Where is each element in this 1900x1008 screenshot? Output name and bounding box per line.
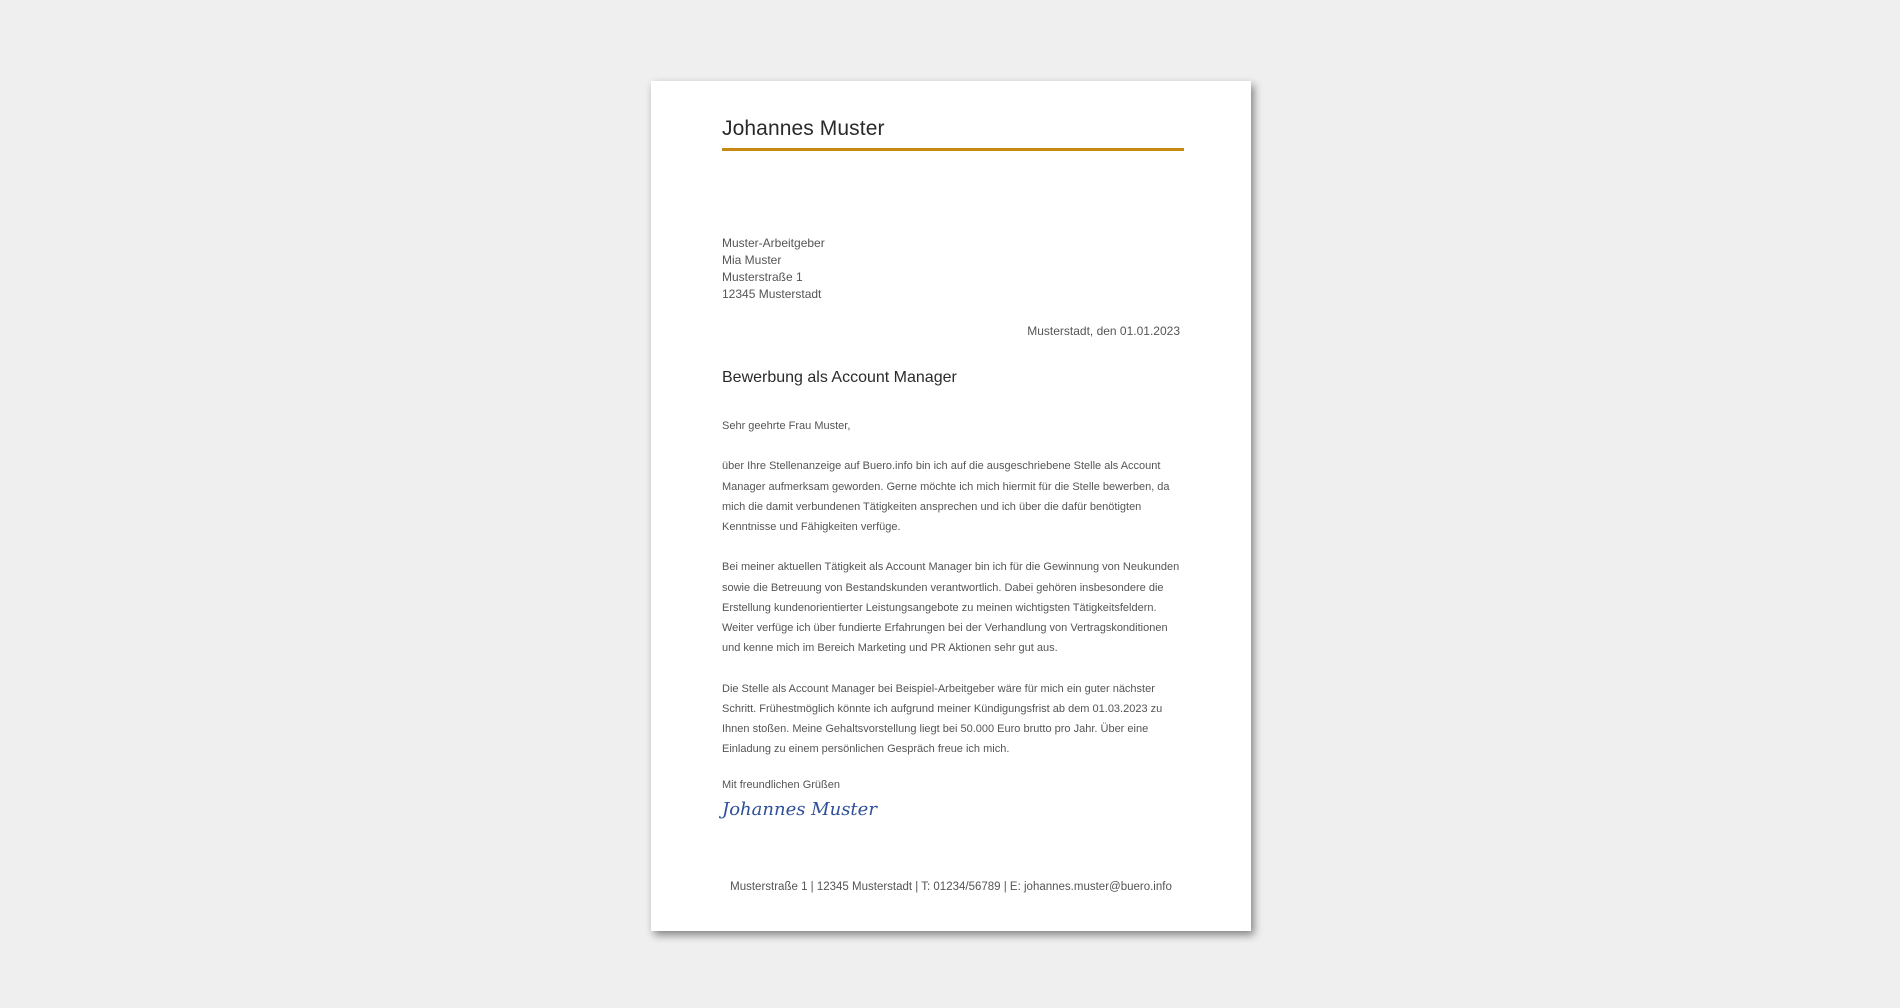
- letter-subject: Bewerbung als Account Manager: [722, 369, 957, 386]
- body-paragraph: Die Stelle als Account Manager bei Beispiel-Arbeitgeber wäre für mich ein guter nächster Schritt. Frühestmöglich könnte ich aufgrund meiner Kündigungsfrist ab dem 01.03.2023 zu Ihnen stoßen. Meine Gehaltsvorstellung liegt bei 50.000 Euro brutto pro Jahr. Über eine Einladung zu einem persönlichen Gespräch freue ich mich.: [722, 682, 1163, 756]
- letter-date: Musterstadt, den 01.01.2023: [1027, 324, 1180, 338]
- recipient-company: Muster-Arbeitgeber: [722, 236, 825, 250]
- body-paragraph: über Ihre Stellenanzeige auf Buero.info bin ich auf die ausgeschriebene Stelle als Account Manager aufmerksam geworden. Gerne möchte ich mich hiermit für die Stelle bewerben, da mich die damit verbundenen Tätigkeiten ansprechen und ich über die dafür benötigten Kenntnisse und Fähigkeiten verfüge.: [722, 460, 1170, 533]
- letter-closing: Mit freundlichen Grüßen: [722, 779, 840, 791]
- letter-footer: Musterstraße 1 | 12345 Musterstadt | T: 01234/56789 | E: johannes.muster@buero.info: [730, 881, 1172, 893]
- letter-greeting: Sehr geehrte Frau Muster,: [722, 420, 851, 432]
- handwritten-signature: Johannes Muster: [722, 799, 877, 820]
- recipient-city: 12345 Musterstadt: [722, 287, 822, 301]
- letter-page: [651, 81, 1251, 931]
- recipient-contact: Mia Muster: [722, 253, 782, 267]
- header-divider: [722, 148, 1184, 151]
- recipient-street: Musterstraße 1: [722, 270, 803, 284]
- letter-body: [722, 416, 1184, 780]
- sender-name-heading: Johannes Muster: [722, 117, 885, 140]
- body-paragraph: Bei meiner aktuellen Tätigkeit als Account Manager bin ich für die Gewinnung von Neukunden sowie die Betreuung von Bestandskunden verantwortlich. Dabei gehören insbesondere die Erstellung kundenorientierter Leistungsangebote zu meinen wichtigsten Tätigkeitsfeldern. Weiter verfüge ich über fundierte Erfahrungen bei der Verhandlung von Vertragskonditionen und kenne mich im Bereich Marketing und PR Aktionen sehr gut aus.: [722, 561, 1180, 655]
- recipient-address: [722, 235, 825, 303]
